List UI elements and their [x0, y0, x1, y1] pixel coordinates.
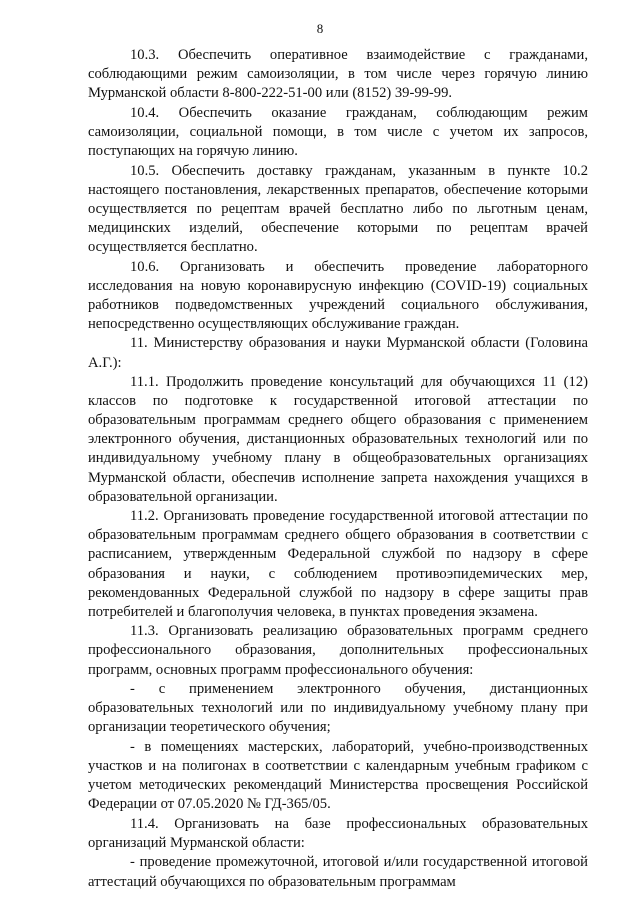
document-body: [88, 46, 588, 892]
list-item-attestation: - проведение промежуточной, итоговой и/или государственной итоговой аттестаций обучающихся по образовательным программам: [88, 854, 588, 890]
paragraph-11-1: 11.1. Продолжить проведение консультаций для обучающихся 11 (12) классов по подготовке к государственной итоговой аттестации по образовательным программам среднего общего образования с применением электронного обучения, дистанционных образовательных технологий или по индивидуальному учебному плану в общеобразовательных организациях Мурманской области, обеспечив исполнение запрета нахождения учащихся в образовательной организации.: [88, 374, 588, 505]
paragraph-10-3: 10.3. Обеспечить оперативное взаимодействие с гражданами, соблюдающими режим самоизоляции, в том числе через горячую линию Мурманской области 8-800-222-51-00 или (8152) 39-99-99.: [88, 47, 588, 102]
paragraph-11-3: 11.3. Организовать реализацию образовательных программ среднего профессионального образования, дополнительных профессиональных программ, основных программ профессионального обучения:: [88, 623, 588, 678]
list-item-electronic-learning: - с применением электронного обучения, дистанционных образовательных технологий или по индивидуальному учебному плану при организации теоретического обучения;: [88, 681, 588, 736]
page-number: 8: [316, 21, 324, 36]
paragraph-11-4: 11.4. Организовать на базе профессиональных образовательных организаций Мурманской области:: [88, 815, 588, 851]
paragraph-11-2: 11.2. Организовать проведение государственной итоговой аттестации по образовательным программам среднего общего образования в соответствии с расписанием, утвержденным Федеральной службой по надзору в сфере образования и науки, с соблюдением противоэпидемических мер, рекомендованных Федеральной службой по надзору в сфере защиты прав потребителей и благополучия человека, в пунктах проведения экзамена.: [88, 508, 588, 620]
paragraph-10-5: 10.5. Обеспечить доставку гражданам, указанным в пункте 10.2 настоящего постановления, лекарственных препаратов, обеспечение которыми осуществляется по рецептам врачей бесплатно либо по льготным ценам, медицинских изделий, обеспечение которыми по рецептам врачей осуществляется бесплатно.: [88, 162, 588, 255]
paragraph-10-4: 10.4. Обеспечить оказание гражданам, соблюдающим режим самоизоляции, социальной помощи, в том числе с учетом их запросов, поступающих на горячую линию.: [88, 104, 588, 159]
list-item-workshops: - в помещениях мастерских, лабораторий, учебно-производственных участков и на полигонах в соответствии с календарным учебным графиком с учетом методических рекомендаций Министерства просвещения Российской Федерации от 07.05.2020 № ГД-365/05.: [88, 738, 588, 813]
paragraph-11: 11. Министерству образования и науки Мурманской области (Головина А.Г.):: [88, 335, 588, 371]
paragraph-10-6: 10.6. Организовать и обеспечить проведение лабораторного исследования на новую коронавирусную инфекцию (COVID-19) социальных работников подведомственных учреждений социального обслуживания, непосредственно осуществляющих обслуживание граждан.: [88, 258, 588, 332]
